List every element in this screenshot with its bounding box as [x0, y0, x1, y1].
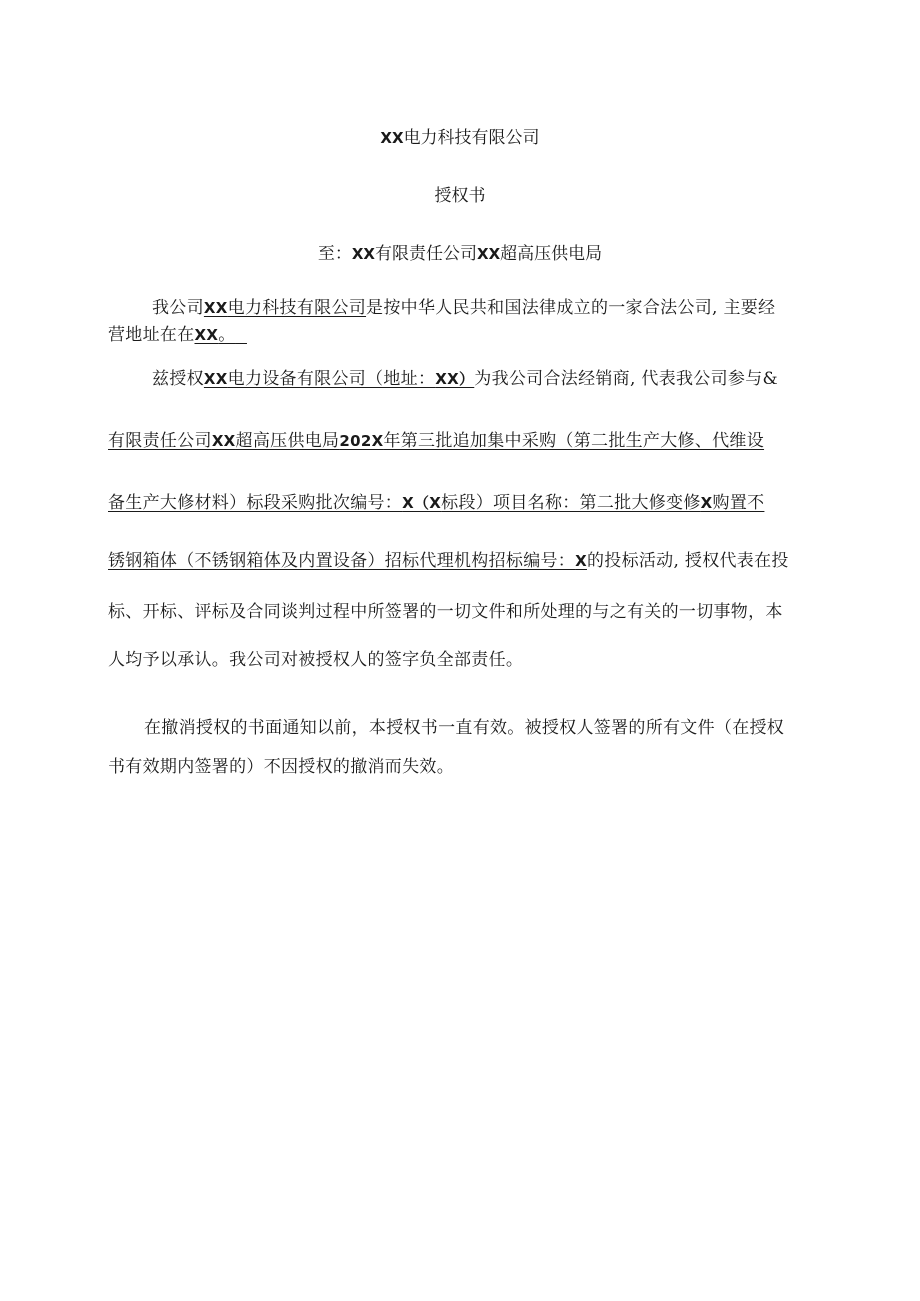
- para2-line4: 锈钢箱体（不锈钢箱体及内置设备）招标代理机构招标编号：X的投标活动, 授权代表在投: [108, 551, 789, 571]
- para3-line1: 在撤消授权的书面通知以前，本授权书一直有效。被授权人签署的所有文件（在授权: [144, 718, 785, 738]
- para2-line2: 有限责任公司XX超高压供电局202X年第三批追加集中采购（第二批生产大修、代维设: [108, 431, 765, 451]
- para1-line2: 营地址在在XX。: [108, 325, 236, 345]
- para1-line1: 我公司XX电力科技有限公司是按中华人民共和国法律成立的一家合法公司, 主要经: [152, 298, 776, 318]
- para2-line3: 备生产大修材料）标段采购批次编号：X（X标段）项目名称：第二批大修变修X购置不: [108, 493, 765, 513]
- para2-line6: 人均予以承认。我公司对被授权人的签字负全部责任。: [108, 650, 524, 670]
- para2-line5: 标、开标、评标及合同谈判过程中所签署的一切文件和所处理的与之有关的一切事物，本: [108, 602, 783, 622]
- para2-line1: 兹授权XX电力设备有限公司（地址：XX）为我公司合法经销商, 代表我公司参与&: [152, 369, 778, 389]
- document-title: 授权书: [434, 186, 486, 206]
- recipient-line: 至：XX有限责任公司XX超高压供电局: [317, 244, 603, 264]
- para3-line2: 书有效期内签署的）不因授权的撤消而失效。: [108, 757, 454, 777]
- company-heading: XX电力科技有限公司: [380, 128, 540, 148]
